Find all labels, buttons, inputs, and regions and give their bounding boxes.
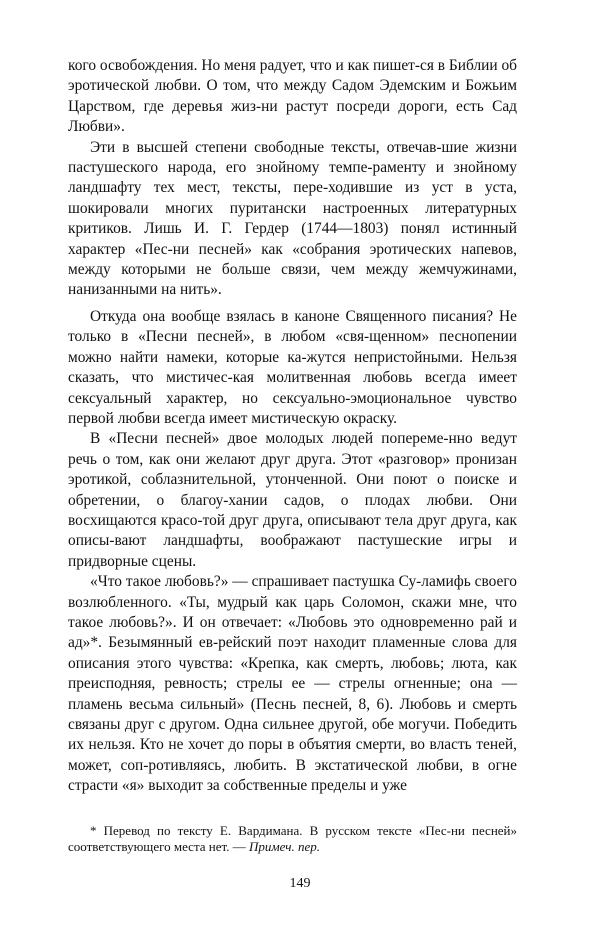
paragraph-1: кого освобождения. Но меня радует, что и как пишет-ся в Библии об эротической любви. О том, что между Садом Эдемским и Божьим Царством, где деревья жиз-ни растут посреди дороги, есть Сад Любви». xyxy=(68,57,517,136)
page-number: 149 xyxy=(289,876,311,891)
paragraph-4: В «Песни песней» двое молодых людей попереме-нно ведут речь о том, как они желают друг друга. Этот «разговор» пронизан эротикой, соблазнительной, утонченной. Они поют о поиске и обретении, о благоу-хании садов, о плодах любви. Они восхищаются красо-той друг друга, описывают тела друг друга, как описы-вают ландшафты, воображают пастушеские игры и придворные сцены. xyxy=(68,430,517,570)
page-body xyxy=(68,56,517,797)
footnote-note: Примеч. пер. xyxy=(248,839,320,854)
paragraph-5: «Что такое любовь?» — спрашивает пастушка Су-ламифь своего возлюбленного. «Ты, мудрый как царь Соломон, скажи мне, что такое любовь?». И он отвечает: «Любовь это одновременно рай и ад»*. Безымянный ев-рейский поэт находит пламенные слова для описания этого чувства: «Крепка, как смерть, любовь; люта, как преисподняя, ревность; стрелы ее — стрелы огненные; она — пламень весьма сильный» (Песнь песней, 8, 6). Любовь и смерть связаны друг с другом. Одна сильнее другой, обе могучи. Победить их нельзя. Кто не хочет до поры в объятия смерти, во власть теней, может, соп-ротивляясь, любить. В экстатической любви, в огне страсти «я» выходит за собственные пределы и уже xyxy=(68,573,517,795)
footnote-text: * Перевод по тексту Е. Вардимана. В русском тексте «Пес-ни песней» соответствующего места нет. — xyxy=(68,823,517,854)
footnote xyxy=(68,823,517,855)
paragraph-2: Эти в высшей степени свободные тексты, отвечав-шие жизни пастушеского народа, его знойному темпе-раменту и знойному ландшафту тех мест, тексты, пере-ходившие из уст в уста, шокировали многих пуритански настроенных литературных критиков. Лишь И. Г. Гердер (1744—1803) понял истинный характер «Пес-ни песней» как «собрания эротических напевов, между которыми не больше связи, чем между жемчужинами, нанизанными на нить». xyxy=(68,138,517,299)
paragraph-3: Откуда она вообще взялась в каноне Священного писания? Не только в «Песни песней», в любом «свя-щенном» песнопении можно найти намеки, которые ка-жутся непристойными. Нельзя сказать, что мистичес-кая молитвенная любовь всегда имеет сексуальный характер, но сексуально-эмоциональное чувство первой любви всегда имеет мистическую окраску. xyxy=(68,307,517,427)
